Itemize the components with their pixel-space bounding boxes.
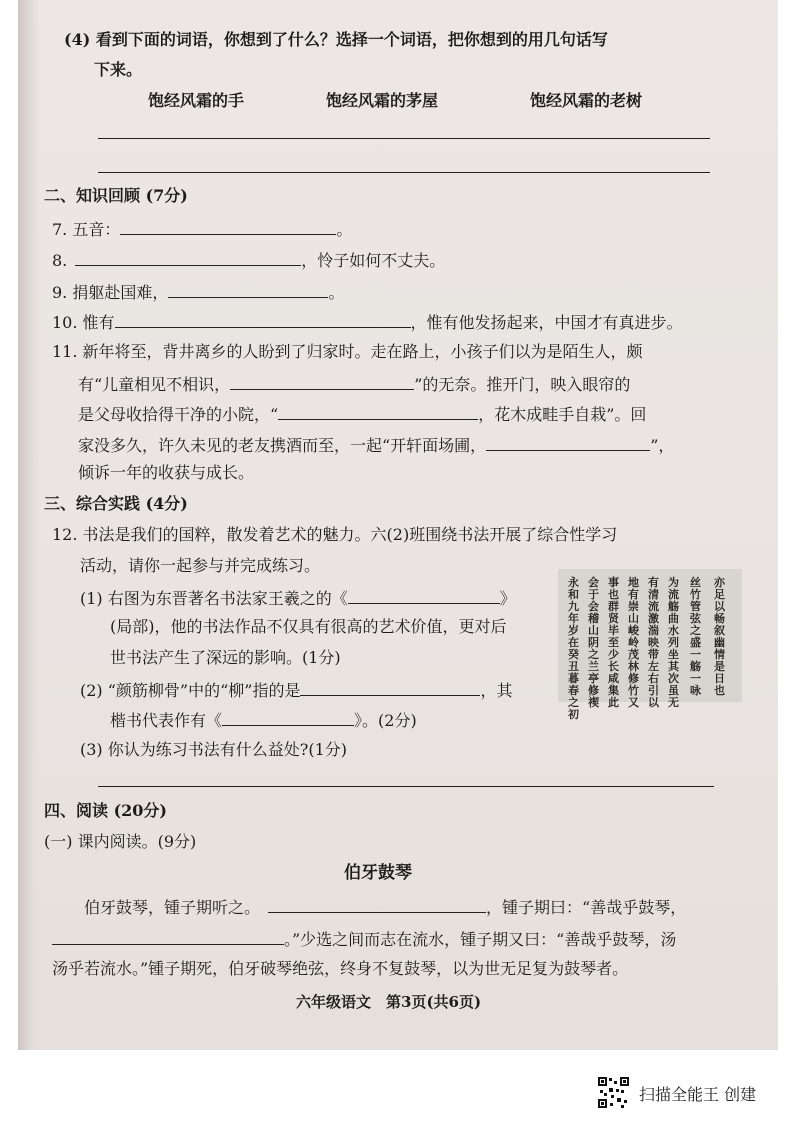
passage-blank-2[interactable]: [52, 928, 284, 945]
q4-prompt-line2: 下来。: [94, 60, 143, 79]
q12-part2-blank-2[interactable]: [222, 709, 354, 726]
q11-blank-3[interactable]: [486, 434, 650, 451]
q7-label: 7. 五音：: [52, 220, 121, 239]
q12-part1-line1: [80, 587, 516, 609]
q12-part1-text-a: (1) 右图为东晋著名书法家王羲之的《: [80, 589, 348, 608]
q4-option-2: 饱经风霜的茅屋: [326, 91, 439, 110]
q12-part2-text-c: 楷书代表作有《: [110, 711, 223, 730]
passage-line2: [52, 928, 676, 950]
q12-part2-text-d: 》。(2分): [354, 711, 417, 730]
watermark-text: 扫描全能王 创建: [639, 1085, 757, 1104]
exam-page: [18, 0, 778, 1050]
q9-label: 9. 捐躯赴国难，: [52, 283, 169, 302]
q11-line4-text-a: 家没多久，许久未见的老友携酒而至，一起“开轩面场圃，: [78, 436, 487, 455]
q11-line1: 11. 新年将至，背井离乡的人盼到了归家时。走在路上，小孩子们以为是陌生人，颇: [52, 342, 643, 361]
q10-text: ，惟有他发扬起来，中国才有真进步。: [410, 313, 683, 332]
section4-sub1: (一) 课内阅读。(9分): [44, 832, 197, 851]
q12-part1-line2: (局部)，他的书法作品不仅具有很高的艺术价值，更对后: [110, 617, 507, 636]
q9-blank[interactable]: [168, 281, 328, 298]
q12-part1-line3: 世书法产生了深远的影响。(1分): [110, 648, 341, 667]
q12-part2-text-a: (2) “颜筋柳骨”中的“柳”指的是: [80, 681, 301, 700]
calligraphy-image: [558, 569, 742, 721]
section4-heading: 四、阅读 (20分): [44, 801, 167, 820]
calligraphy-column: 会于会稽山阴之兰亭修禊: [588, 576, 599, 709]
q11-line2-text-a: 有“儿童相见不相识，: [78, 375, 231, 394]
q12-part3-line1: (3) 你认为练习书法有什么益处?(1分): [80, 740, 347, 759]
q11-line2: [78, 373, 630, 395]
q7-blank[interactable]: [120, 218, 336, 235]
q11-line3-text-b: ，花木成畦手自栽”。回: [478, 405, 647, 424]
q12-part1-text-b: 》: [499, 589, 516, 608]
q8-label: 8.: [52, 251, 68, 270]
q11-line3: [78, 403, 646, 425]
q11-line4-text-b: ”，: [650, 436, 675, 455]
calligraphy-column: 永和九年岁在癸丑暮春之初: [568, 576, 579, 721]
q12-part2-line2: [110, 709, 417, 731]
q12-part1-blank[interactable]: [348, 587, 500, 604]
q11-blank-2[interactable]: [278, 403, 478, 420]
q9-end: 。: [328, 283, 345, 302]
calligraphy-column: 有清流激湍映带左右引以: [648, 576, 659, 709]
q4-answer-line-2[interactable]: [98, 172, 710, 173]
q4-answer-line-1[interactable]: [98, 138, 710, 139]
section2-heading: 二、知识回顾 (7分): [44, 186, 188, 205]
q11-line2-text-b: ”的无奈。推开门，映入眼帘的: [414, 375, 631, 394]
q12-part2-text-b: ，其: [480, 681, 513, 700]
q12-part2-line1: [80, 679, 513, 701]
calligraphy-column: 亦足以畅叙幽情是日也: [714, 576, 725, 697]
q4-option-3: 饱经风霜的老树: [530, 91, 643, 110]
passage-line1: [84, 896, 686, 918]
q12-part2-blank-1[interactable]: [300, 679, 480, 696]
q10-row: [52, 311, 683, 333]
calligraphy-column: 地有崇山峻岭茂林修竹又: [628, 576, 639, 709]
section3-heading: 三、综合实践 (4分): [44, 494, 188, 513]
q12-line1: 12. 书法是我们的国粹，散发着艺术的魅力。六(2)班围绕书法开展了综合性学习: [52, 525, 618, 544]
q12-line2: 活动，请你一起参与并完成练习。: [80, 556, 321, 575]
q12-part3-answer-line[interactable]: [98, 786, 714, 787]
q10-blank[interactable]: [115, 311, 411, 328]
q4-prompt-line1: (4) 看到下面的词语，你想到了什么？选择一个词语，把你想到的用几句话写: [64, 30, 608, 49]
q7-end: 。: [336, 220, 353, 239]
passage-line1-text-a: 伯牙鼓琴，锺子期听之。: [84, 898, 261, 917]
qr-code-icon: [597, 1076, 630, 1109]
q11-line5: 倾诉一年的收获与成长。: [78, 463, 255, 482]
q11-line3-text-a: 是父母收拾得干净的小院，“: [78, 405, 279, 424]
q11-line4: [78, 434, 674, 456]
passage-line2-text: 。”少选之间而志在流水，锺子期又曰：“善哉乎鼓琴，汤: [284, 930, 677, 949]
calligraphy-column: 丝竹管弦之盛一觞一咏: [690, 576, 701, 697]
binding-shadow: [18, 0, 40, 1050]
q8-blank[interactable]: [75, 249, 301, 266]
passage-blank-1[interactable]: [268, 896, 486, 913]
passage-line3: 汤乎若流水。”锺子期死，伯牙破琴绝弦，终身不复鼓琴，以为世无足复为鼓琴者。: [52, 959, 629, 978]
passage-line1-text-b: ，锺子期曰：“善哉乎鼓琴，: [486, 898, 687, 917]
q8-text: ，怜子如何不丈夫。: [301, 251, 446, 270]
q8-row: [52, 249, 445, 271]
q7-row: [52, 218, 352, 240]
passage-title: 伯牙鼓琴: [344, 863, 412, 883]
q4-option-1: 饱经风霜的手: [148, 91, 245, 110]
calligraphy-column: 为流觞曲水列坐其次虽无: [668, 576, 679, 709]
q9-row: [52, 281, 344, 303]
q11-blank-1[interactable]: [230, 373, 414, 390]
page-footer: 六年级语文 第3页(共6页): [296, 993, 482, 1011]
q10-label: 10. 惟有: [52, 313, 115, 332]
calligraphy-column: 事也群贤毕至少长咸集此: [608, 576, 619, 709]
